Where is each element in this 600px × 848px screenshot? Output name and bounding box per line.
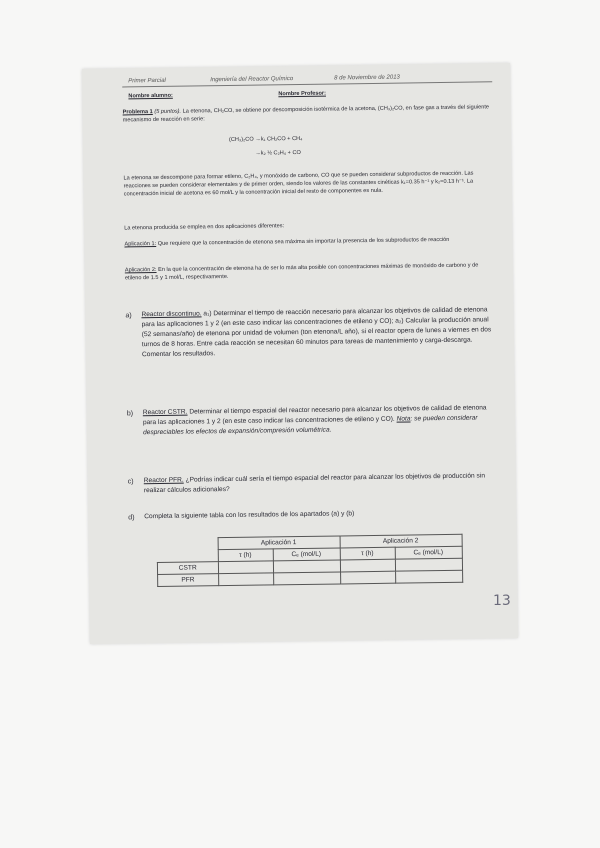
student-label: Nombre alumno: <box>128 92 173 100</box>
item-a-text: a₁) Determinar el tiempo de reacción necesario para alcanzar los objetivos de calidad de etenona para las aplicaciones 1 y 2 (en este caso indicar las concentraciones de etileno y CO); a₂) Calcular la producción anual (52 semanas/año) de etenona por unidad de volumen (ton etenona/L año), si el reactor opera de lunes a viernes en dos turnos de 8 horas. Entre cada reacción se necesitan 60 minutos para tareas de mantenimiento y carga-descarga. Comentar los resultados. <box>141 306 492 359</box>
item-b <box>143 403 499 438</box>
table-col-tau-1: τ (h) <box>218 549 273 562</box>
item-b-note-label: Nota <box>396 415 411 423</box>
item-b-label: b) <box>126 410 134 418</box>
table-group-1: Aplicación 1 <box>218 536 340 550</box>
app1-label: Aplicación 1: <box>124 240 157 248</box>
problem-intro <box>123 103 493 125</box>
app2-text: En la que la concentración de etenona ha de ser lo más alta posible con concentraciones máximas de monóxido de carbono y de etileno de 1.5 y 1 mol/L, respectivamente. <box>124 262 479 282</box>
problem-paragraph-2: La etenona se descompone para formar etileno, C₂H₄, y monóxido de carbono, CO que se pueden considerar subproductos de reacción. Las reacciones se pueden considerar elementales y de primer orden, siendo los valores de las constantes cinéticas k₁=0.35 h⁻¹ y k₂=0.13 h⁻¹. La concentración inicial de acetona es 60 mol/L y la concentración inicial del resto de componentes es nula. <box>123 170 474 198</box>
reaction-2: →k₂ ½ C₂H₄ + CO <box>255 149 301 157</box>
item-b-title: Reactor CSTR. <box>142 408 188 417</box>
app2-label: Aplicación 2: <box>124 266 157 274</box>
reaction-1: (CH₃)₂CO →k₁ CH₂CO + CH₄ <box>228 135 303 143</box>
item-c-title: Reactor PFR. <box>143 476 184 485</box>
item-d-text: Completa la siguiente tabla con los resultados de los apartados (a) y (b) <box>144 510 355 521</box>
table-col-conc-1: Cₑ (mol/L) <box>273 548 340 561</box>
handwritten-page-mark: 13 <box>493 593 511 609</box>
header-date: 8 de Noviembre de 2013 <box>334 74 400 82</box>
item-c <box>144 471 500 496</box>
problem-title: Problema 1 <box>122 109 153 116</box>
problem-intro-text: La etenona, CH₂CO, se obtiene por descomposición isotérmica de la acetona, (CH₃)₂CO, en fase gas a través del siguiente mecanismo de reacción en serie: <box>122 104 490 124</box>
header-exam: Primer Parcial <box>128 77 166 85</box>
table-group-2: Aplicación 2 <box>340 534 462 548</box>
application-2 <box>125 261 495 283</box>
exam-sheet <box>82 63 518 644</box>
item-d-label: d) <box>128 514 135 522</box>
header-rule <box>122 81 492 87</box>
item-a <box>141 305 498 360</box>
item-c-label: c) <box>127 478 134 486</box>
professor-label: Nombre Profesor: <box>278 90 326 98</box>
item-a-title: Reactor discontinuo. <box>141 310 202 319</box>
item-b-text: Determinar el tiempo espacial del reactor necesario para alcanzar los objetivos de calidad de etenona para las aplicaciones 1 y 2 (en este caso indicar las concentraciones de etileno y CO). <box>142 404 487 427</box>
problem-paragraph-3: La etenona producida se emplea en dos aplicaciones diferentes: <box>124 223 285 232</box>
item-b-note: : se pueden considerar despreciables los efectos de expansión/compresión volumétrica. <box>143 414 478 437</box>
problem-points: (5 puntos). <box>154 108 182 116</box>
table-col-conc-2: Cₑ (mol/L) <box>395 546 462 559</box>
table-row-label: CSTR <box>157 562 218 575</box>
item-a-label: a) <box>125 312 132 320</box>
header-subject: Ingeniería del Reactor Químico <box>210 76 294 84</box>
table-row-label: PFR <box>158 574 219 587</box>
item-c-text: ¿Podrías indicar cuál sería el tiempo espacial del reactor para alcanzar los objetivos de producción sin realizar cálculos adicionales? <box>143 472 486 495</box>
table-col-tau-2: τ (h) <box>340 547 395 560</box>
application-1 <box>124 235 494 248</box>
app1-text: Que requiere que la concentración de etenona sea máxima sin importar la presencia de los subproductos de reacción <box>157 236 450 247</box>
results-table <box>157 534 463 587</box>
